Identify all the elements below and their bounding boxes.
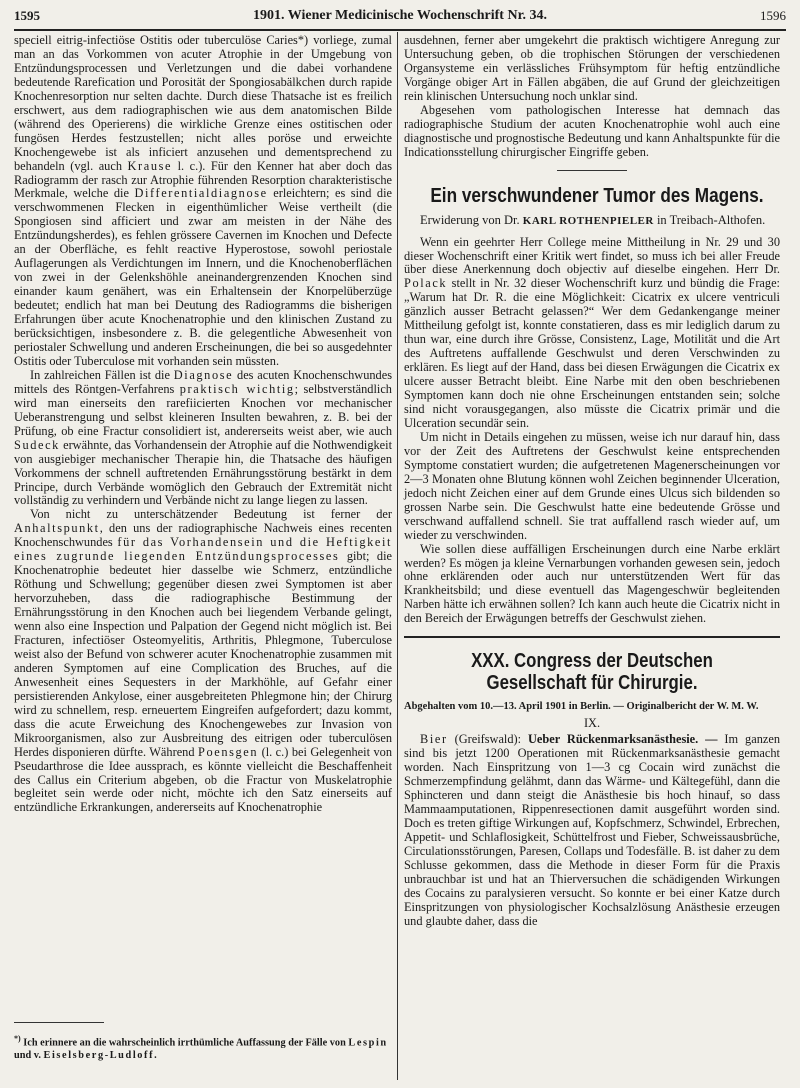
- speaker-name-bier: Bier: [420, 732, 448, 747]
- left-paragraph-1: [14, 34, 392, 369]
- footnote-name-eiselsberg: Eiselsberg-Ludloff.: [43, 1049, 159, 1061]
- author-name-sudeck: Sudeck: [14, 437, 60, 452]
- right-column: [404, 34, 780, 929]
- footnote-text: und v.: [14, 1049, 41, 1061]
- page-number-right: 1596: [760, 8, 786, 23]
- text-segment: Im ganzen sind bis jetzt 1200 Operationen mit Rückenmarksanästhesie gemacht worden. Nach Einspritzung von 1—3 cg Cocain wird zunächst die Schmerzempfindung gelähmt, dann das Wärme- und Kältegefühl, dann die Sphincteren und dann steigt die Anästhesie bis hoch hinauf, so dass Mammaamputationen, Rippenresectionen damit ausgeführt worden sind. Doch es treten giftige Wirkungen auf, Kopfschmerz, Schwindel, Erbrechen, Appetit- und Schlaflosigkeit, Schüttelfrost und Fieber, Schweissausbrüche, Circulationsstörungen, Paresen, Collaps und Todesfälle. B. ist daher zu dem Schlusse gekommen, dass die Methode in dieser Form für die Praxis unbrauchbar ist und hat an Thierversuchen die schädigenden Wirkungen des Cocains zu paralysieren versucht. So konnte er bei einer Katze durch Einspritzungen von physiologischer Kochsalzlösung Anästhesie erzeugen und glaubte daher, dass die: [404, 732, 780, 928]
- congress-paragraph-1: [404, 733, 780, 928]
- emphasis-differentialdiagnose: Differentialdiagnose: [134, 186, 268, 201]
- text-segment: erwähnte, das Vorhandensein der Atrophie auf die Nothwendigkeit von ausgiebiger mechanischer Therapie hin, die Thatsache des häufigen Vorkommens der schnell auftretenden Ernährungsstörung bestärkt in dem Principe, durch Verbände womöglich den Gebrauch der Extremität nicht vollständig zu verhindern und Verbände nicht zu lange liegen zu lassen.: [14, 437, 393, 508]
- text-segment: , den uns der radiographische Nachweis eines recenten Knochenschwundes: [14, 521, 392, 550]
- text-segment: l. c.). Für den Kenner hat aber doch das Radiogramm der rasch zur Atrophie führenden Resorption charakteristische Merkmale, welche die: [14, 158, 393, 201]
- byline-text: Erwiderung von Dr.: [420, 212, 520, 227]
- footnote: [14, 1033, 392, 1062]
- page-number-left: 1595: [14, 8, 40, 23]
- section-number: IX.: [583, 716, 601, 731]
- header-rule: [14, 29, 786, 31]
- text-segment: ; selbstverständlich wird man einerseits den rarefiicierten Knochen vor mechanischer Ueberanstrengung und selbst kleineren Insulten bewahren, z. B. bei der Prüfung, ob eine Fractur consolidiert ist, andererseits weist aber, wie auch: [14, 381, 392, 438]
- text-segment: Wenn ein geehrter Herr College meine Mittheilung in Nr. 29 und 30 dieser Wochenschrift einer Kritik wert findet, so muss ich bei aller Freude über diese Anerkennung doch objectiv auf dieselbe eingehen. Herr Dr.: [404, 234, 780, 277]
- text-segment: (l. c.) bei Gelegenheit von Pseudarthrose die Idee aussprach, es könnte vielleicht die Beschaffenheit des Callus ein Criterium abgeben, ob die Fractur von Muskelatrophie begleitet sein werde oder nicht, möchte ich den Satz einerseits auf entzündliche Erkrankungen, andererseits auf Knochenatrophie: [14, 744, 392, 815]
- article-paragraph-3: Wie sollen diese auffälligen Erscheinungen durch eine Narbe erklärt werden? Es mögen ja kleine Vernarbungen vorhanden gewesen sein, jedoch ohne erklärenden oder auch nur unterstützenden Wert für das Krankheitsbild; und diese eventuell das Magengeschwür begleitenden Narben hätte ich erwähnen sollen? Ich kann auch heute die Cicatrix nicht in den Bereich der Erwägungen betreffs der Geschwulst ziehen.: [404, 541, 780, 626]
- article-byline: [404, 213, 780, 228]
- author-name-rothenpieler: KARL ROTHENPIELER: [522, 214, 654, 227]
- article-paragraph-1: [404, 236, 780, 431]
- right-paragraph-1: ausdehnen, ferner aber umgekehrt die praktisch wichtigere Anregung zur Untersuchung geben, ob die trophischen Störungen der verschiedenen Organsysteme ein verlässliches Frühsymptom für heftig entzündliche Vorgänge obiger Art in Fällen abgäben, die auf Grund der gleichzeitigen rein klinischen Untersuchung noch unklar sind.: [404, 33, 780, 103]
- section-rule: [404, 636, 780, 638]
- author-name-krause: Krause: [127, 158, 173, 173]
- article-paragraph-2: Um nicht in Details eingehen zu müssen, weise ich nur darauf hin, dass vor der Zeit des Auftretens der Geschwulst keine entsprechenden Symptome constatiert wurden; die aufgetretenen Magenerscheinungen vor 2—3 Monaten ohne Blutung können wohl Zeichen beginnender Ulceration, jedoch nicht Zeichen einer auf dem Grunde eines Ulcus sich bildenden so grossen Narbe sein. Die Geschwulst hatte eine bedeutende Grösse und verschwand auffallend schnell. Sie trat auffallend rasch wieder auf, um wieder zu verschwinden.: [404, 429, 780, 542]
- talk-topic: Ueber Rückenmarksanästhesie. —: [528, 732, 718, 747]
- page-header: [14, 6, 786, 26]
- emphasis-praktisch-wichtig: praktisch wichtig: [179, 381, 295, 396]
- emphasis-vorhandensein: für das Vorhandensein und die Heftigkeit eines zugrunde liegenden Entzündungsprocesses: [14, 535, 393, 564]
- right-paragraph-2: Abgesehen vom pathologischen Interesse hat demnach das radiographische Studium der acuten Knochenatrophie wohl auch eine diagnostische und prognostische Bedeutung und kann Anhaltspunkte für die Indicationsstellung chirurgischer Eingriffe geben.: [404, 102, 780, 159]
- left-column: [14, 34, 392, 815]
- emphasis-diagnose: Diagnose: [173, 367, 234, 382]
- text-segment: erleichtern; es sind die verschwommenen Flecken in eigenthümlicher Weise vertheilt (die Spongiosen sind afficiert und zwar am meisten in der Nähe des Entzündungsherdes), es fehlen grössere Cavernen im Knochen und Defecte an der Oberfläche, es fehlt reactive Hyperostose, sowohl periostale Auflagerungen als Verdichtungen im Innern, und die Knochenoberflächen von zwei in der Gelenkshöhle aneinandergrenzenden Knochen sind einander kaum genähert, was ein Erhaltensein der Knorpelüberzüge bedeutet; endlich hat man bei Deutung des Radiogramms die bisherigen Erfahrungen über acute Knochenatrophie und den klinischen Zustand zu berücksichtigen, insbesondere z. B. die gelegentliche Abwesenheit von periostaler Schwellung und anderen Erscheinungen, die bei so ausgedehnter Ostitis oder Tuberculose mit vorhanden sein müssten.: [14, 186, 392, 368]
- column-divider: [397, 32, 398, 1080]
- left-paragraph-2: [14, 369, 392, 509]
- footnote-text: Ich erinnere an die wahrscheinlich irrthümliche Auffassung der Fälle von: [23, 1037, 346, 1049]
- journal-title: 1901. Wiener Medicinische Wochenschrift Nr. 34.: [253, 8, 547, 23]
- emphasis-anhaltspunkt: Anhaltspunkt: [14, 521, 100, 536]
- text-segment: speciell eitrig-infectiöse Ostitis oder tuberculöse Caries*) vorliege, zumal man an das Vorkommen von acuter Atrophie in der Umgebung von Entzündungsprocessen und Verletzungen und die dabei vorhandene bedeutende Rarefication und Porosität der Spongiosabälkchen durch rapide Knochenresorption nur selten dachte. Durch diese Thatsache ist es freilich erschwert, aus dem radiographischen wie aus dem anatomischen Bilde (während des Operierens) die wirkliche Grenze eines ostitischen oder fungösen Herdes festzustellen; nicht alles poröse und erweichte Knochengewebe ist als inficiert anzusehen und dementsprechend zu behandeln (vgl. auch: [14, 33, 392, 173]
- left-paragraph-3: [14, 508, 392, 815]
- footnote-rule: [14, 1022, 104, 1023]
- text-segment: gibt; die Knochenatrophie bedeutet hier dasselbe wie Schmerz, entzündliche Röthung und Schwellung; gegenüber diesen zwei Symptomen ist aber hervorzuheben, dass die radiographische Bestimmung der Ernährungsstörung in den Knochen auch bei liegendem Verbande gelingt, wenn also eine Inspection und Palpation der Gegend nicht möglich ist. Bei Fracturen, infectiöser Osteomyelitis, Arthritis, Phlegmone, Tuberculose weist also der Befund von schwerer acuter Knochenatrophie zusammen mit anderen Symptomen auf eine Complication des Bruches, auf die Anwesenheit eines Sequesters in der Markhöhle, auf Gefahr einer persistierenden Ankylose, einer ausgebreiteten Phlegmone hin; der Chirurg wird zu schnellem, resp. erneuertem Eingreifen aufgefordert; dazu kommt, dass die acute Erweichung des Knochengewebes zur Invasion von Mikroorganismen, also zur Ausbreitung des eitrigen oder tuberculösen Herdes disponieren dürfte. Während: [14, 549, 392, 759]
- author-name-poensgen: Poensgen: [198, 744, 259, 759]
- text-segment: In zahlreichen Fällen ist die: [30, 367, 170, 382]
- congress-subtitle: Abgehalten vom 10.—13. April 1901 in Berlin. — Originalbericht der W. M. W.: [404, 701, 759, 713]
- text-segment: stellt in Nr. 32 dieser Wochenschrift kurz und bündig die Frage: „Warum hat Dr. R. die eine Möglichkeit: Cicatrix ex ulcere ventriculi gänzlich ausser Betracht gelassen?“ Wer dem Gedankengange meiner Mittheilung gefolgt ist, konnte constatieren, dass es mir lediglich darum zu thun war, eine durch ihre Grösse, Consistenz, Lage, Motilität und die Art des Auftretens auffallende Geschwulst und deren Verschwinden zu erklären. Es liegt auf der Hand, dass bei diesen Erwägungen die Cicatrix ex ulcere ausser Betracht bleibt. Eine Narbe mit den oben beschriebenen Symptomen kann doch nie ohne Erscheinungen entstanden sein; solche sind nicht vorausgegangen, also müsste die Cicatrix primär und die Ulceration secundär sein.: [404, 276, 780, 430]
- text-segment: Von nicht zu unterschätzender Bedeutung ist ferner der: [30, 507, 392, 522]
- author-name-polack: Polack: [404, 276, 448, 291]
- article-separator: [557, 170, 627, 171]
- footnote-name-lespin: Lespin: [348, 1037, 388, 1049]
- byline-text: in Treibach-Althofen.: [656, 212, 766, 227]
- text-segment: des acuten Knochenschwundes mittels des Röntgen-Verfahrens: [14, 367, 393, 396]
- footnote-marker: *): [14, 1034, 21, 1043]
- article-title-tumor: Ein verschwundener Tumor des Magens.: [430, 184, 764, 207]
- speaker-location: (Greifswald):: [454, 732, 522, 747]
- article-title-congress: XXX. Congress der Deutschen Gesellschaft für Chirurgie.: [471, 650, 713, 695]
